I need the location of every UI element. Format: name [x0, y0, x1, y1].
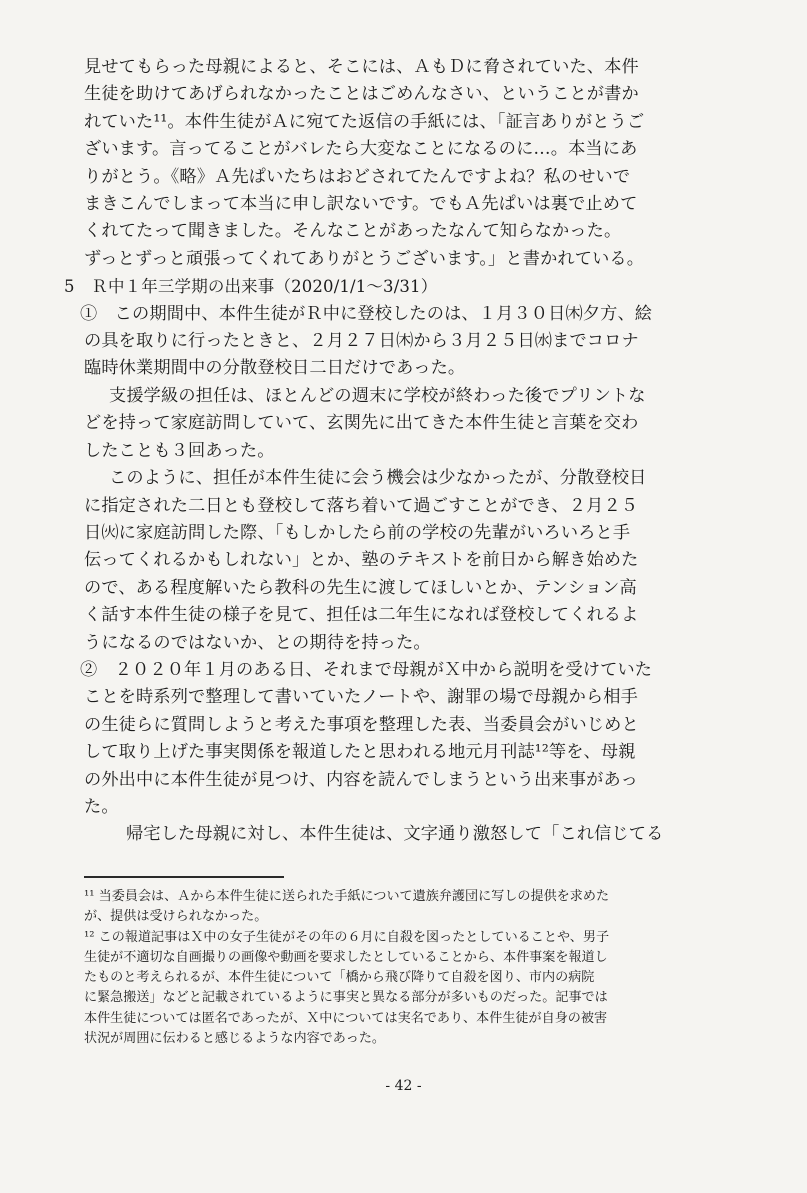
- footnote-12-line: 状況が周囲に伝わると感じるような内容であった。: [84, 1031, 386, 1047]
- paragraph-line: うになるのではないか、との期待を持った。: [84, 632, 431, 653]
- footnote-12-line: に緊急搬送」などと記載されているように事実と異なる部分が多いものだった。記事では: [84, 990, 608, 1006]
- footnote-divider: [84, 876, 284, 878]
- body-line: りがとう。《略》Ａ先ぱいたちはおどされてたんですよね？私のせいで: [84, 166, 631, 187]
- paragraph-line: このように、担任が本件生徒に会う機会は少なかったが、分散登校日: [109, 468, 647, 489]
- body-text: [64, 54, 674, 849]
- footnote-11-line: ¹¹ 当委員会は、Ａから本件生徒に送られた手紙について遺族弁護団に写しの提供を求めた: [84, 889, 610, 904]
- body-line: くれてたって聞きました。そんなことがあったなんて知らなかった。: [84, 221, 622, 242]
- item-2-line: ② ２０２０年１月のある日、それまで母親がＸ中から説明を受けていた: [80, 659, 653, 680]
- body-line: ざいます。言ってることがバレたら大変なことになるのに…。本当にあ: [84, 139, 638, 160]
- footnote-11-line: が、提供は受けられなかった。: [84, 909, 268, 925]
- item-2-line: の生徒らに質問しようと考えた事項を整理した表、当委員会がいじめと: [84, 714, 639, 735]
- footnote-12-line: ¹² この報道記事はＸ中の女子生徒がその年の６月に自殺を図ったとしていることや、男子: [84, 929, 610, 945]
- paragraph-line: どを持って家庭訪問していて、玄関先に出てきた本件生徒と言葉を交わ: [84, 413, 639, 434]
- section-heading: 5 Ｒ中１年三学期の出来事（2020/1/1〜3/31）: [64, 277, 438, 297]
- paragraph-line: に指定された二日とも登校して落ち着いて過ごすことができ、２月２５: [84, 495, 639, 516]
- footnote-12-line: 生徒が不適切な自画撮りの画像や動画を要求したとしていることから、本件事案を報道し: [84, 949, 608, 965]
- item-2-line: の外出中に本件生徒が見つけ、内容を読んでしまうという出来事があっ: [84, 769, 638, 790]
- body-line: れていた¹¹。本件生徒がＡに宛てた返信の手紙には、「証言ありがとうご: [84, 111, 645, 132]
- paragraph-line: 日㈫に家庭訪問した際、「もしかしたら前の学校の先輩がいろいろと手: [84, 522, 631, 543]
- item-1-line: の具を取りに行ったときと、２月２７日㈭から３月２５日㈬までコロナ: [84, 331, 639, 352]
- paragraph-line: く話す本件生徒の様子を見て、担任は二年生になれば登校してくれるよ: [84, 605, 639, 626]
- paragraph-line: 支援学級の担任は、ほとんどの週末に学校が終わった後でプリントな: [109, 385, 646, 406]
- body-line: ずっとずっと頑張ってくれてありがとうございます。」と書かれている。: [84, 248, 645, 269]
- footnotes: [84, 887, 684, 1049]
- paragraph-line: したことも３回あった。: [84, 440, 275, 461]
- body-line: 見せてもらった母親によると、そこには、ＡもＤに脅されていた、本件: [84, 57, 639, 77]
- body-line: 生徒を助けてあげられなかったことはごめんなさい、ということが書か: [84, 84, 639, 105]
- item-2-line: た。: [84, 796, 119, 817]
- page-number: - 42 -: [385, 1078, 422, 1094]
- paragraph-line: 伝ってくれるかもしれない」とか、塾のテキストを前日から解き始めた: [84, 550, 639, 571]
- item-2-line: ことを時系列で整理して書いていたノートや、謝罪の場で母親から相手: [84, 687, 638, 708]
- item-1-line: ① この期間中、本件生徒がＲ中に登校したのは、１月３０日㈭夕方、絵: [80, 303, 653, 324]
- footnote-12-line: たものと考えられるが、本件生徒について「橋から飛び降りて自殺を図り、市内の病院: [84, 970, 595, 986]
- body-line: まきこんでしまって本当に申し訳ないです。でもＡ先ぱいは裏で止めて: [84, 194, 638, 215]
- paragraph-line: 帰宅した母親に対し、本件生徒は、文字通り激怒して「これ信じてる: [126, 824, 664, 845]
- item-1-line: 臨時休業期間中の分散登校日二日だけであった。: [84, 358, 466, 379]
- paragraph-line: ので、ある程度解いたら教科の先生に渡してほしいとか、テンション高: [84, 577, 637, 598]
- item-2-line: して取り上げた事実関係を報道したと思われる地元月刊誌¹²等を、母親: [84, 742, 636, 763]
- footnote-12-line: 本件生徒については匿名であったが、Ｘ中については実名であり、本件生徒が自身の被害: [84, 1010, 608, 1026]
